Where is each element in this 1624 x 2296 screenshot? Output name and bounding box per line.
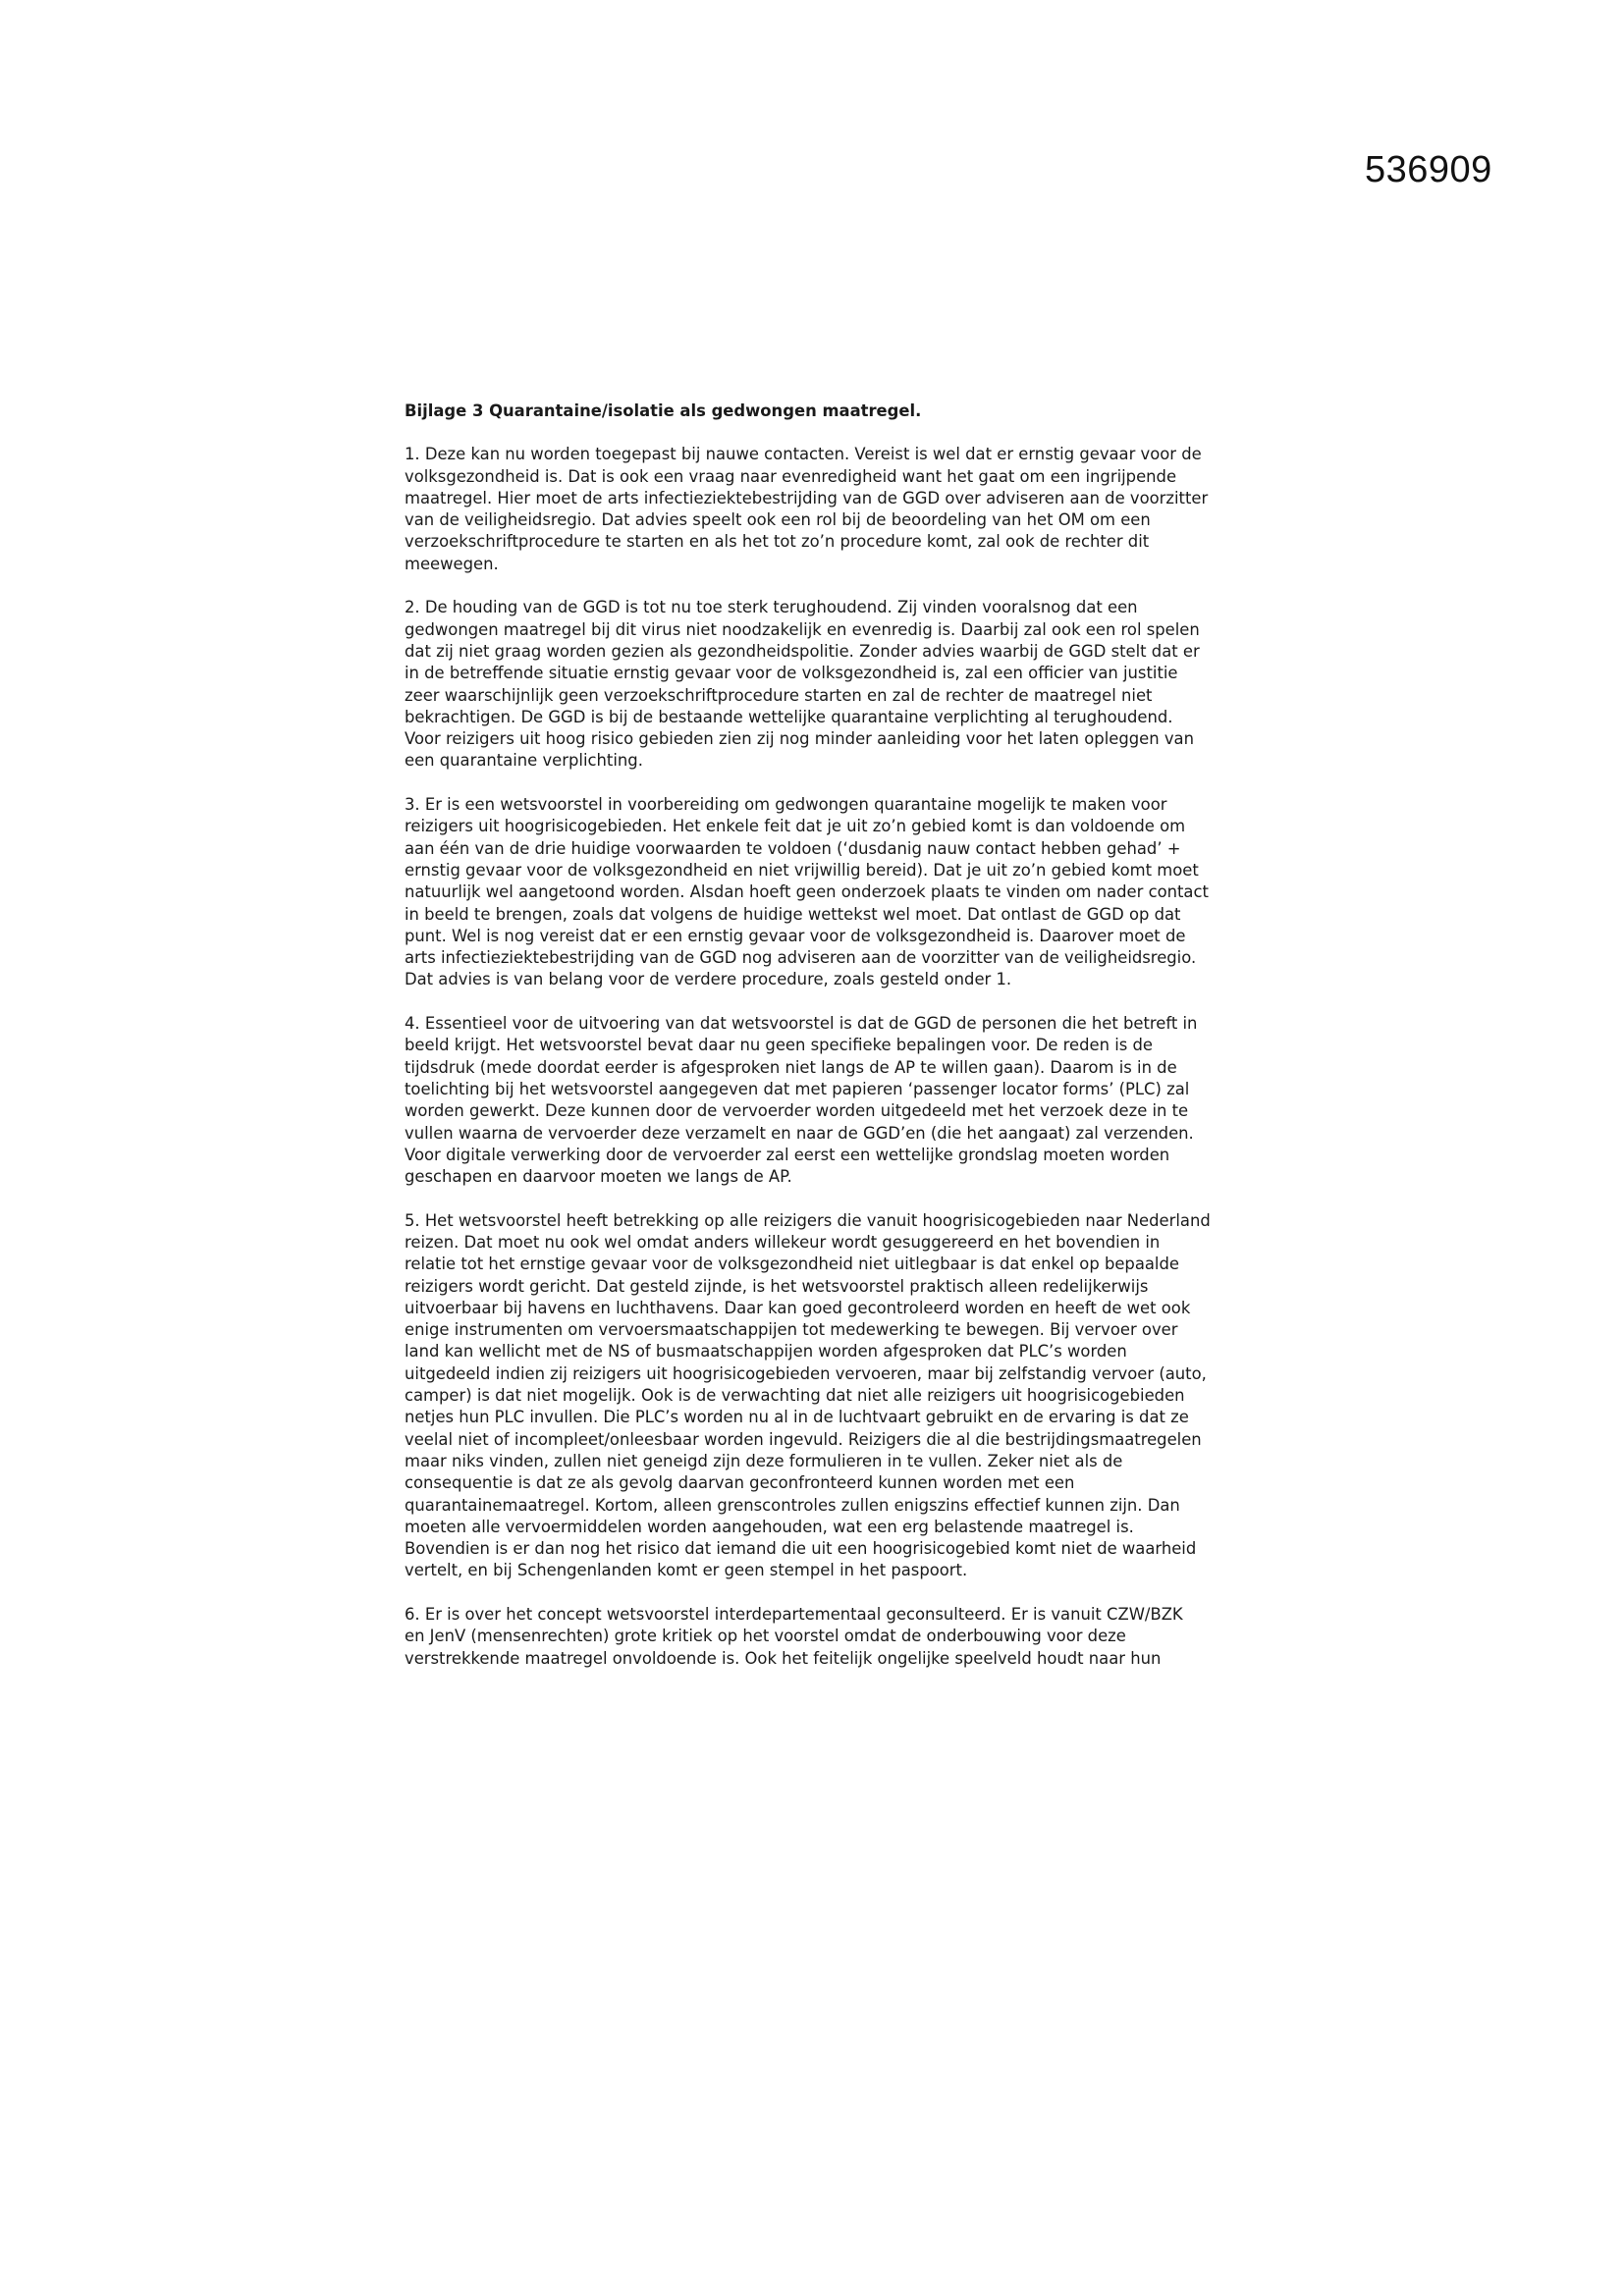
text-line: zeer waarschijnlijk geen verzoekschriftprocedure starten en zal de rechter de maatregel niet bbox=[405, 685, 1153, 705]
text-line: reizigers uit hoogrisicogebieden. Het enkele feit dat je uit zo’n gebied komt is dan voldoende om bbox=[405, 817, 1186, 836]
text-line: maar niks vinden, zullen niet geneigd zijn deze formulieren in te vullen. Zeker niet als de bbox=[405, 1451, 1123, 1470]
text-line: arts infectieziektebestrijding van de GGD nog adviseren aan de voorzitter van de veiligheidsregio. bbox=[405, 948, 1197, 968]
text-line: land kan wellicht met de NS of busmaatschappijen worden afgesproken dat PLC’s worden bbox=[405, 1342, 1127, 1362]
text-line: 3. Er is een wetsvoorstel in voorbereiding om gedwongen quarantaine mogelijk te maken voor bbox=[405, 795, 1167, 815]
text-line: ernstig gevaar voor de volksgezondheid en niet vrijwillig bereid). Dat je uit zo’n gebied komt moet bbox=[405, 860, 1199, 880]
text-line: verstrekkende maatregel onvoldoende is. Ook het feitelijk ongelijke speelveld houdt naar hun bbox=[405, 1648, 1162, 1668]
text-line: en JenV (mensenrechten) grote kritiek op het voorstel omdat de onderbouwing voor deze bbox=[405, 1627, 1126, 1646]
text-line: aan één van de drie huidige voorwaarden te voldoen (‘dusdanig nauw contact hebben gehad’ + bbox=[405, 838, 1181, 858]
text-line: uitvoerbaar bij havens en luchthavens. Daar kan goed gecontroleerd worden en heeft de wet ook bbox=[405, 1298, 1191, 1317]
text-line: reizen. Dat moet nu ook wel omdat anders willekeur wordt gesuggereerd en het bovendien in bbox=[405, 1232, 1161, 1252]
text-line: worden gewerkt. Deze kunnen door de vervoerder worden uitgedeeld met het verzoek deze in te bbox=[405, 1101, 1189, 1121]
text-line: een quarantaine verplichting. bbox=[405, 751, 643, 771]
text-line: dat zij niet graag worden gezien als gezondheidspolitie. Zonder advies waarbij de GGD stelt dat er bbox=[405, 641, 1200, 661]
text-line: quarantainemaatregel. Kortom, alleen grenscontroles zullen enigszins effectief kunnen zijn. Dan bbox=[405, 1495, 1180, 1515]
text-line: relatie tot het ernstige gevaar voor de volksgezondheid niet uitlegbaar is dat enkel op bepaalde bbox=[405, 1255, 1179, 1274]
text-line: geschapen en daarvoor moeten we langs de AP. bbox=[405, 1167, 792, 1187]
text-line: moeten alle vervoermiddelen worden aangehouden, wat een erg belastende maatregel is. bbox=[405, 1517, 1134, 1536]
text-line: beeld krijgt. Het wetsvoorstel bevat daar nu geen specifieke bepalingen voor. De reden is de bbox=[405, 1036, 1153, 1055]
text-line: volksgezondheid is. Dat is ook een vraag naar evenredigheid want het gaat om een ingrijpende bbox=[405, 466, 1177, 486]
paragraph-4 bbox=[405, 1013, 1249, 1188]
text-line: verzoekschriftprocedure te starten en als het tot zo’n procedure komt, zal ook de rechter dit bbox=[405, 532, 1150, 552]
text-line: uitgedeeld indien zij reizigers uit hoogrisicogebieden vervoeren, maar bij zelfstandig vervoer (auto, bbox=[405, 1363, 1207, 1383]
text-line: enige instrumenten om vervoersmaatschappijen tot medewerking te bewegen. Bij vervoer over bbox=[405, 1320, 1178, 1340]
text-line: camper) is dat niet mogelijk. Ook is de verwachting dat niet alle reizigers uit hoogrisicogebieden bbox=[405, 1386, 1185, 1406]
text-line: natuurlijk wel aangetoond worden. Alsdan hoeft geen onderzoek plaats te vinden om nader contact bbox=[405, 882, 1209, 902]
text-line: vullen waarna de vervoerder deze verzamelt en naar de GGD’en (die het aangaat) zal verzenden. bbox=[405, 1123, 1194, 1143]
paragraph-5 bbox=[405, 1210, 1249, 1582]
text-line: gedwongen maatregel bij dit virus niet noodzakelijk en evenredig is. Daarbij zal ook een rol spelen bbox=[405, 619, 1200, 639]
text-line: 1. Deze kan nu worden toegepast bij nauwe contacten. Vereist is wel dat er ernstig gevaar voor de bbox=[405, 445, 1202, 464]
text-line: 4. Essentieel voor de uitvoering van dat wetsvoorstel is dat de GGD de personen die het betreft in bbox=[405, 1014, 1198, 1034]
document-number: 536909 bbox=[1365, 149, 1492, 190]
paragraph-6 bbox=[405, 1604, 1249, 1670]
paragraph-3 bbox=[405, 794, 1249, 991]
text-line: in de betreffende situatie ernstig gevaar voor de volksgezondheid is, zal een officier van justitie bbox=[405, 664, 1178, 683]
text-line: 2. De houding van de GGD is tot nu toe sterk terughoudend. Zij vinden vooralsnog dat een bbox=[405, 598, 1138, 617]
text-line: maatregel. Hier moet de arts infectieziektebestrijding van de GGD over adviseren aan de voorzitter bbox=[405, 488, 1209, 507]
document-title: Bijlage 3 Quarantaine/isolatie als gedwongen maatregel. bbox=[405, 401, 922, 420]
text-line: meewegen. bbox=[405, 554, 499, 573]
text-line: consequentie is dat ze als gevolg daarvan geconfronteerd kunnen worden met een bbox=[405, 1473, 1075, 1493]
paragraph-2 bbox=[405, 597, 1249, 772]
text-line: tijdsdruk (mede doordat eerder is afgesproken niet langs de AP te willen gaan). Daarom is in de bbox=[405, 1057, 1177, 1077]
text-line: veelal niet of incompleet/onleesbaar worden ingevuld. Reizigers die al die bestrijdingsmaatregelen bbox=[405, 1429, 1202, 1449]
text-line: 6. Er is over het concept wetsvoorstel interdepartementaal geconsulteerd. Er is vanuit CZW/BZK bbox=[405, 1605, 1183, 1625]
text-line: in beeld te brengen, zoals dat volgens de huidige wettekst wel moet. Dat ontlast de GGD op dat bbox=[405, 904, 1181, 924]
text-line: toelichting bij het wetsvoorstel aangegeven dat met papieren ‘passenger locator forms’ (PLC) zal bbox=[405, 1079, 1190, 1098]
text-line: vertelt, en bij Schengenlanden komt er geen stempel in het paspoort. bbox=[405, 1561, 968, 1580]
text-line: bekrachtigen. De GGD is bij de bestaande wettelijke quarantaine verplichting al terughoudend. bbox=[405, 707, 1173, 726]
document-body bbox=[405, 400, 1249, 1691]
text-line: Dat advies is van belang voor de verdere procedure, zoals gesteld onder 1. bbox=[405, 970, 1012, 989]
text-line: van de veiligheidsregio. Dat advies speelt ook een rol bij de beoordeling van het OM om een bbox=[405, 510, 1151, 530]
text-line: punt. Wel is nog vereist dat er een ernstig gevaar voor de volksgezondheid is. Daarover moet de bbox=[405, 926, 1186, 945]
text-line: reizigers wordt gericht. Dat gesteld zijnde, is het wetsvoorstel praktisch alleen redelijkerwijs bbox=[405, 1276, 1149, 1296]
paragraph-1 bbox=[405, 444, 1249, 575]
text-line: Voor reizigers uit hoog risico gebieden zien zij nog minder aanleiding voor het laten opleggen van bbox=[405, 729, 1194, 749]
text-line: Voor digitale verwerking door de vervoerder zal eerst een wettelijke grondslag moeten worden bbox=[405, 1145, 1170, 1164]
text-line: netjes hun PLC invullen. Die PLC’s worden nu al in de luchtvaart gebruikt en de ervaring is dat ze bbox=[405, 1408, 1189, 1427]
text-line: 5. Het wetsvoorstel heeft betrekking op alle reizigers die vanuit hoogrisicogebieden naar Nederland bbox=[405, 1210, 1211, 1230]
text-line: Bovendien is er dan nog het risico dat iemand die uit een hoogrisicogebied komt niet de waarheid bbox=[405, 1539, 1197, 1559]
